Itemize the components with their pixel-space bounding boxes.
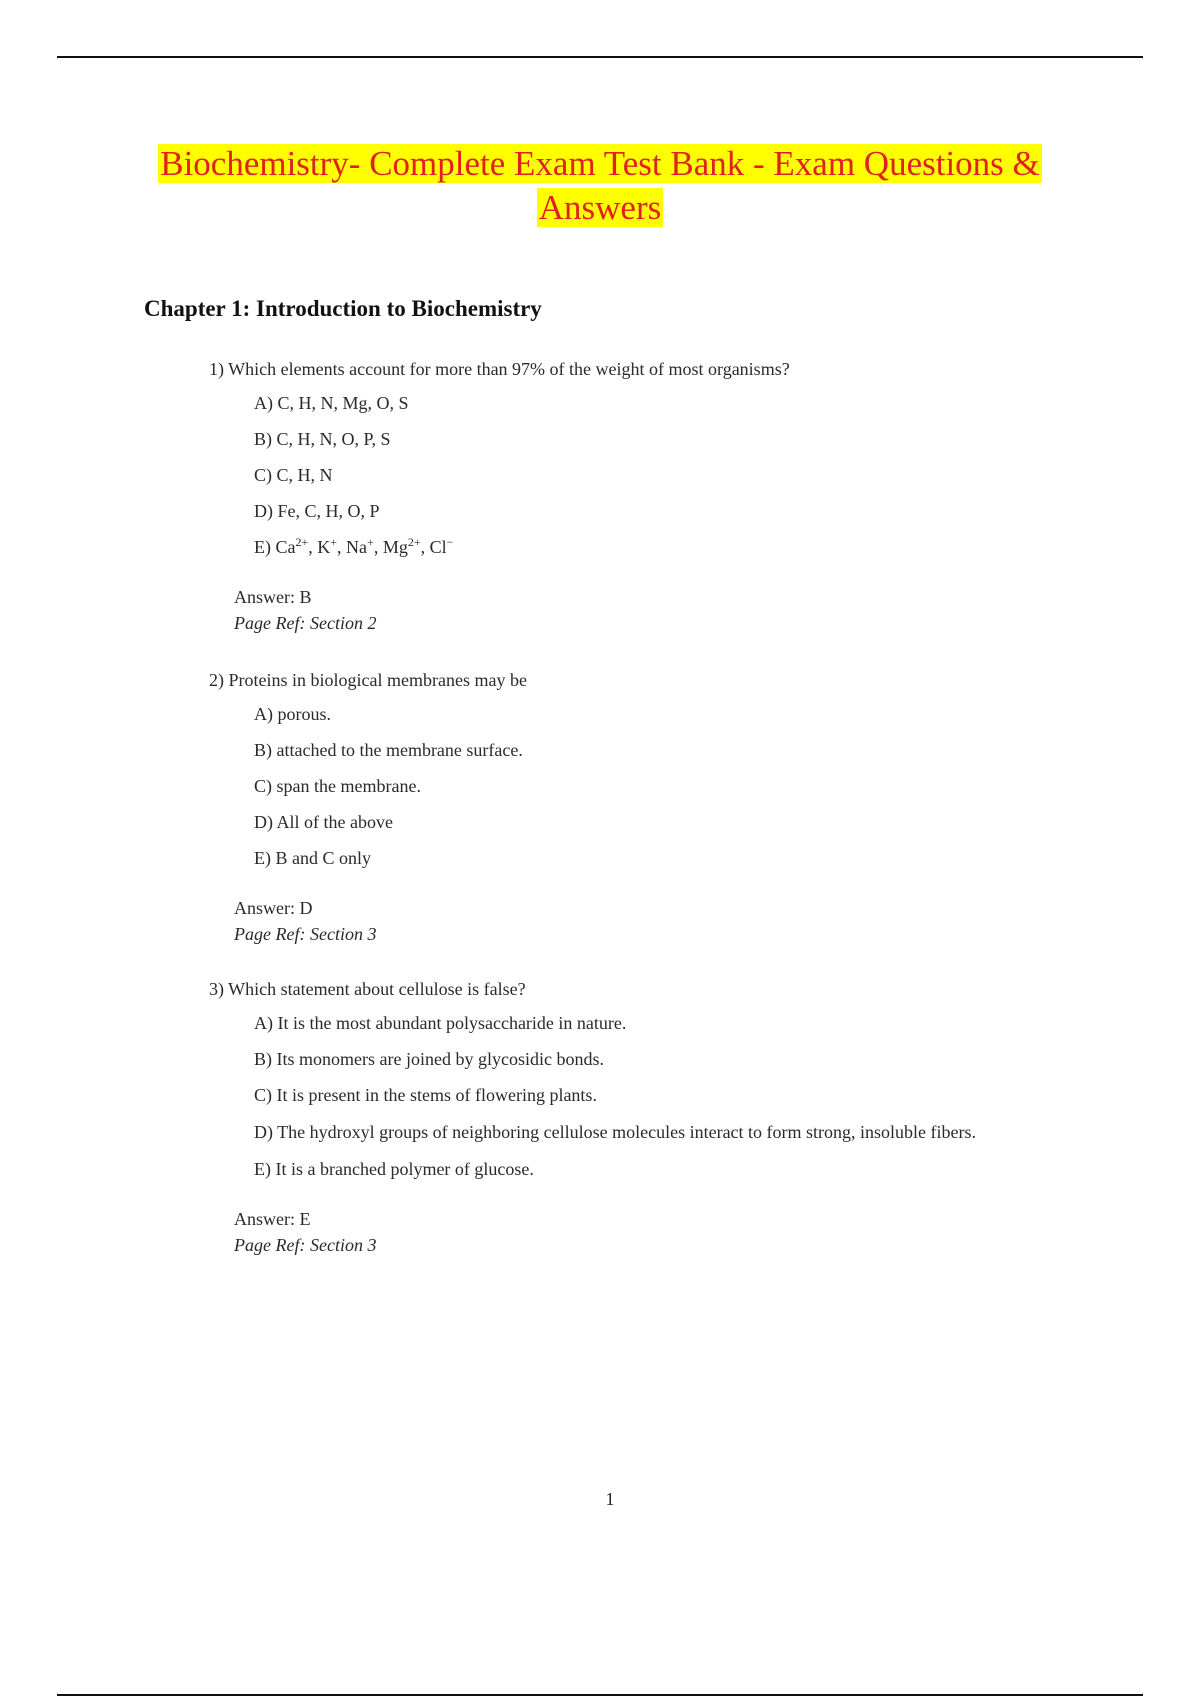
option-c: C) C, H, N xyxy=(254,465,333,485)
na-charge: + xyxy=(367,535,374,549)
option-c: C) It is present in the stems of flowering plants. xyxy=(254,1085,597,1105)
option-e: E) It is a branched polymer of glucose. xyxy=(254,1159,534,1179)
option-e-na: , Na xyxy=(337,537,368,557)
question-3 xyxy=(209,978,1009,1258)
page-ref: Page Ref: Section 3 xyxy=(234,924,377,944)
option-d: D) All of the above xyxy=(254,812,393,832)
answer: Answer: B xyxy=(234,587,312,607)
option-a: A) C, H, N, Mg, O, S xyxy=(254,393,409,413)
chapter-heading: Chapter 1: Introduction to Biochemistry xyxy=(144,296,542,321)
option-e: E) B and C only xyxy=(254,848,371,868)
option-a: A) porous. xyxy=(254,704,331,724)
title-line-1: Biochemistry- Complete Exam Test Bank - Exam Questions & xyxy=(160,144,1040,183)
question-2 xyxy=(209,669,1009,947)
option-b: B) attached to the membrane surface. xyxy=(254,740,523,760)
option-b: B) C, H, N, O, P, S xyxy=(254,429,391,449)
option-b: B) Its monomers are joined by glycosidic bonds. xyxy=(254,1049,604,1069)
option-d: D) The hydroxyl groups of neighboring cellulose molecules interact to form strong, insoluble fibers. xyxy=(254,1122,977,1142)
bottom-rule xyxy=(57,1694,1143,1696)
option-d: D) Fe, C, H, O, P xyxy=(254,501,380,521)
document-title xyxy=(100,142,1100,230)
question-stem: 1) Which elements account for more than 97% of the weight of most organisms? xyxy=(209,359,790,379)
title-line-2: Answers xyxy=(538,188,662,227)
answer: Answer: E xyxy=(234,1209,311,1229)
question-stem: 3) Which statement about cellulose is false? xyxy=(209,979,526,999)
option-c: C) span the membrane. xyxy=(254,776,421,796)
page-number: 1 xyxy=(605,1489,615,1509)
option-e-mg: , Mg xyxy=(373,537,408,557)
option-e-ca: E) Ca xyxy=(254,537,296,557)
cl-charge: − xyxy=(446,535,454,549)
answer: Answer: D xyxy=(234,898,313,918)
question-1 xyxy=(209,358,1009,636)
top-rule xyxy=(57,56,1143,58)
ca-charge: 2+ xyxy=(295,535,309,549)
mg-charge: 2+ xyxy=(407,535,421,549)
option-a: A) It is the most abundant polysaccharide in nature. xyxy=(254,1013,627,1033)
page-ref: Page Ref: Section 3 xyxy=(234,1235,377,1255)
option-e-k: , K xyxy=(308,537,331,557)
k-charge: + xyxy=(330,535,338,549)
question-stem: 2) Proteins in biological membranes may be xyxy=(209,670,527,690)
option-e xyxy=(254,536,1009,558)
option-e-cl: , Cl xyxy=(420,537,447,557)
page-ref: Page Ref: Section 2 xyxy=(234,613,377,633)
